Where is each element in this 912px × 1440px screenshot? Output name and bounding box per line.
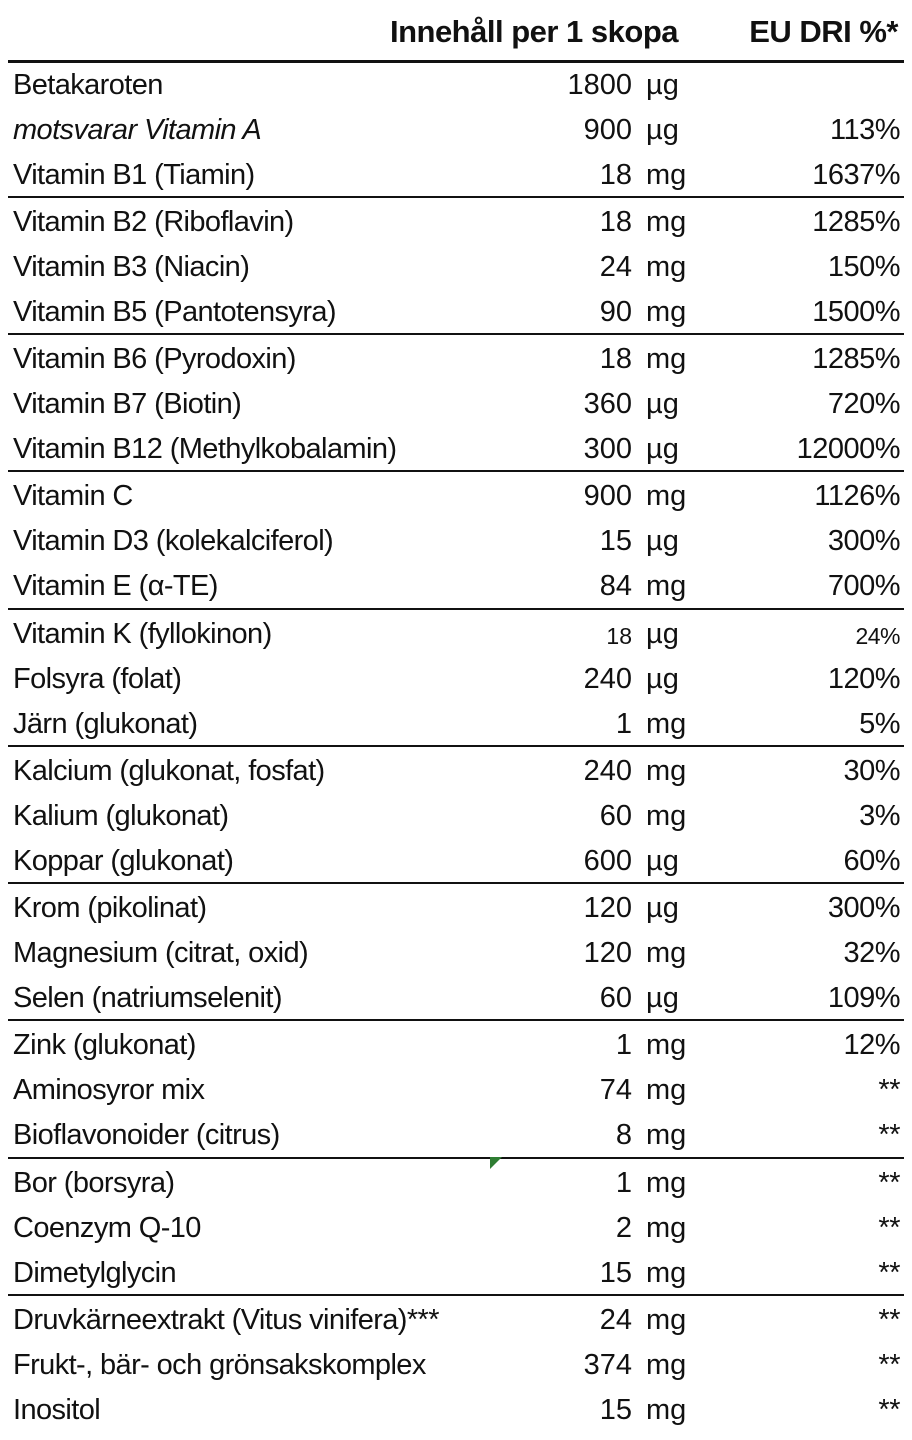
nutrient-unit: mg: [646, 1074, 687, 1106]
nutrient-name: motsvarar Vitamin A: [13, 114, 262, 146]
nutrient-unit: mg: [646, 1394, 687, 1426]
nutrient-dri-percent: 300%: [827, 892, 900, 924]
row-group-divider: [8, 333, 904, 335]
nutrient-unit: mg: [646, 159, 687, 191]
nutrient-dri-percent: **: [878, 1119, 900, 1151]
row-group-divider: [8, 470, 904, 472]
table-row: [0, 794, 912, 838]
table-row: [0, 1343, 912, 1387]
nutrient-name: Vitamin B5 (Pantotensyra): [13, 296, 336, 328]
table-row: [0, 290, 912, 334]
nutrient-dri-percent: 150%: [827, 251, 900, 283]
nutrient-name: Vitamin B2 (Riboflavin): [13, 206, 294, 238]
nutrient-dri-percent: **: [878, 1074, 900, 1106]
nutrient-dri-percent: 300%: [827, 525, 900, 557]
nutrient-name: Folsyra (folat): [13, 663, 182, 695]
nutrient-amount: 8: [615, 1119, 632, 1151]
table-row: [0, 1161, 912, 1205]
nutrient-dri-percent: 109%: [827, 982, 900, 1014]
nutrient-amount: 84: [599, 570, 632, 602]
nutrient-amount: 374: [583, 1349, 632, 1381]
table-row: [0, 1251, 912, 1295]
table-row: [0, 886, 912, 930]
nutrient-name: Druvkärneextrakt (Vitus vinifera)***: [13, 1304, 439, 1336]
nutrient-amount: 900: [583, 480, 632, 512]
nutrient-unit: mg: [646, 206, 687, 238]
nutrient-amount: 300: [583, 433, 632, 465]
nutrient-unit: mg: [646, 1304, 687, 1336]
nutrient-name: Krom (pikolinat): [13, 892, 207, 924]
nutrient-unit: mg: [646, 1029, 687, 1061]
table-row: [0, 564, 912, 608]
nutrient-dri-percent: 3%: [859, 800, 900, 832]
nutrient-unit: µg: [646, 525, 679, 557]
nutrient-dri-percent: 1126%: [814, 480, 900, 512]
table-row: [0, 1023, 912, 1067]
table-row: [0, 1206, 912, 1250]
nutrient-name: Bioflavonoider (citrus): [13, 1119, 280, 1151]
nutrient-unit: mg: [646, 755, 687, 787]
row-group-divider: [8, 882, 904, 884]
nutrient-name: Vitamin K (fyllokinon): [13, 618, 272, 650]
nutrient-amount: 24: [599, 1304, 632, 1336]
nutrient-name: Vitamin B6 (Pyrodoxin): [13, 343, 296, 375]
nutrient-name: Zink (glukonat): [13, 1029, 196, 1061]
nutrient-amount: 90: [599, 296, 632, 328]
nutrient-dri-percent: 720%: [827, 388, 900, 420]
nutrient-dri-percent: 5%: [859, 708, 900, 740]
nutrient-dri-percent: 12000%: [796, 433, 900, 465]
nutrient-unit: µg: [646, 845, 679, 877]
table-row: [0, 474, 912, 518]
table-row: [0, 519, 912, 563]
nutrient-unit: mg: [646, 800, 687, 832]
nutrient-unit: mg: [646, 708, 687, 740]
nutrient-dri-percent: 113%: [829, 114, 900, 146]
nutrient-name: Vitamin D3 (kolekalciferol): [13, 525, 334, 557]
nutrient-name: Selen (natriumselenit): [13, 982, 282, 1014]
table-row: [0, 612, 912, 656]
table-row: [0, 200, 912, 244]
nutrient-unit: µg: [646, 69, 679, 101]
nutrient-dri-percent: 60%: [843, 845, 900, 877]
row-group-divider: [8, 745, 904, 747]
nutrient-amount: 60: [599, 800, 632, 832]
nutrient-name: Frukt-, bär- och grönsakskomplex: [13, 1349, 426, 1381]
nutrient-unit: mg: [646, 480, 687, 512]
nutrient-dri-percent: 700%: [827, 570, 900, 602]
nutrient-unit: mg: [646, 251, 687, 283]
nutrient-name: Vitamin B7 (Biotin): [13, 388, 242, 420]
nutrient-amount: 15: [599, 525, 632, 557]
nutrient-unit: µg: [646, 618, 679, 650]
nutrient-unit: µg: [646, 433, 679, 465]
nutrient-amount: 18: [606, 623, 632, 649]
nutrient-amount: 15: [599, 1257, 632, 1289]
nutrient-amount: 600: [583, 845, 632, 877]
nutrient-dri-percent: 1637%: [812, 159, 900, 191]
nutrient-amount: 60: [599, 982, 632, 1014]
nutrient-name: Betakaroten: [13, 69, 163, 101]
nutrient-unit: mg: [646, 1167, 687, 1199]
row-group-divider: [8, 1294, 904, 1296]
nutrient-unit: µg: [646, 388, 679, 420]
nutrient-name: Koppar (glukonat): [13, 845, 234, 877]
nutrient-name: Magnesium (citrat, oxid): [13, 937, 309, 969]
row-group-divider: [8, 608, 904, 610]
table-row: [0, 1388, 912, 1432]
table-row: [0, 1113, 912, 1157]
nutrient-dri-percent: 120%: [827, 663, 900, 695]
row-group-divider: [8, 1157, 904, 1159]
nutrient-dri-percent: 1285%: [812, 206, 900, 238]
nutrient-dri-percent: **: [878, 1257, 900, 1289]
nutrient-amount: 2: [615, 1212, 632, 1244]
table-header: [8, 0, 904, 63]
row-group-divider: [8, 1019, 904, 1021]
nutrient-name: Vitamin C: [13, 480, 133, 512]
nutrient-name: Vitamin B3 (Niacin): [13, 251, 250, 283]
nutrient-name: Aminosyror mix: [13, 1074, 205, 1106]
table-row: [0, 245, 912, 289]
nutrient-name: Kalcium (glukonat, fosfat): [13, 755, 325, 787]
nutrient-unit: mg: [646, 296, 687, 328]
nutrient-name: Vitamin E (α-TE): [13, 570, 218, 602]
nutrient-unit: mg: [646, 937, 687, 969]
nutrient-name: Dimetylglycin: [13, 1257, 177, 1289]
table-row: [0, 976, 912, 1020]
nutrient-name: Inositol: [13, 1394, 101, 1426]
table-row: [0, 839, 912, 883]
nutrient-amount: 15: [599, 1394, 632, 1426]
row-group-divider: [8, 196, 904, 198]
nutrient-amount: 18: [599, 343, 632, 375]
nutrient-amount: 24: [599, 251, 632, 283]
table-row: [0, 153, 912, 197]
nutrient-amount: 240: [583, 663, 632, 695]
nutrient-dri-percent: **: [878, 1212, 900, 1244]
nutrient-name: Vitamin B1 (Tiamin): [13, 159, 255, 191]
nutrient-dri-percent: 12%: [843, 1029, 900, 1061]
nutrient-amount: 120: [583, 892, 632, 924]
nutrient-unit: mg: [646, 1212, 687, 1244]
nutrient-name: Coenzym Q-10: [13, 1212, 201, 1244]
nutrient-amount: 900: [583, 114, 632, 146]
table-row: [0, 382, 912, 426]
nutrient-name: Vitamin B12 (Methylkobalamin): [13, 433, 397, 465]
nutrient-amount: 18: [599, 159, 632, 191]
table-row: [0, 749, 912, 793]
nutrient-amount: 74: [599, 1074, 632, 1106]
nutrient-name: Kalium (glukonat): [13, 800, 229, 832]
nutrient-dri-percent: **: [878, 1167, 900, 1199]
nutrient-dri-percent: 32%: [843, 937, 900, 969]
table-row: [0, 108, 912, 152]
nutrient-unit: µg: [646, 982, 679, 1014]
nutrient-dri-percent: **: [878, 1304, 900, 1336]
nutrient-amount: 18: [599, 206, 632, 238]
nutrient-amount: 240: [583, 755, 632, 787]
nutrient-name: Järn (glukonat): [13, 708, 198, 740]
table-row: [0, 1298, 912, 1342]
nutrient-amount: 1800: [567, 69, 632, 101]
nutrient-amount: 1: [615, 1167, 632, 1199]
nutrient-unit: µg: [646, 892, 679, 924]
nutrient-amount: 120: [583, 937, 632, 969]
amount-column-header: Innehåll per 1 skopa: [389, 14, 678, 49]
nutrient-dri-percent: 30%: [843, 755, 900, 787]
nutrient-dri-percent: 1285%: [812, 343, 900, 375]
nutrient-dri-percent: 1500%: [812, 296, 900, 328]
table-row: [0, 657, 912, 701]
nutrient-amount: 360: [583, 388, 632, 420]
nutrient-name: Bor (borsyra): [13, 1167, 175, 1199]
table-row: [0, 931, 912, 975]
nutrient-amount: 1: [615, 1029, 632, 1061]
nutrient-dri-percent: **: [878, 1349, 900, 1381]
green-corner-mark: [490, 1157, 502, 1169]
nutrient-dri-percent: 24%: [855, 623, 900, 649]
nutrient-unit: mg: [646, 343, 687, 375]
nutrient-unit: mg: [646, 1119, 687, 1151]
nutrient-dri-percent: **: [878, 1394, 900, 1426]
table-row: [0, 337, 912, 381]
dri-column-header: EU DRI %*: [749, 14, 898, 49]
table-row: [0, 427, 912, 471]
nutrient-amount: 1: [615, 708, 632, 740]
nutrient-unit: µg: [646, 663, 679, 695]
nutrient-unit: mg: [646, 1349, 687, 1381]
nutrient-unit: mg: [646, 570, 687, 602]
nutrient-unit: µg: [646, 114, 679, 146]
table-row: [0, 1068, 912, 1112]
table-row: [0, 702, 912, 746]
table-row: [0, 63, 912, 107]
nutrient-unit: mg: [646, 1257, 687, 1289]
